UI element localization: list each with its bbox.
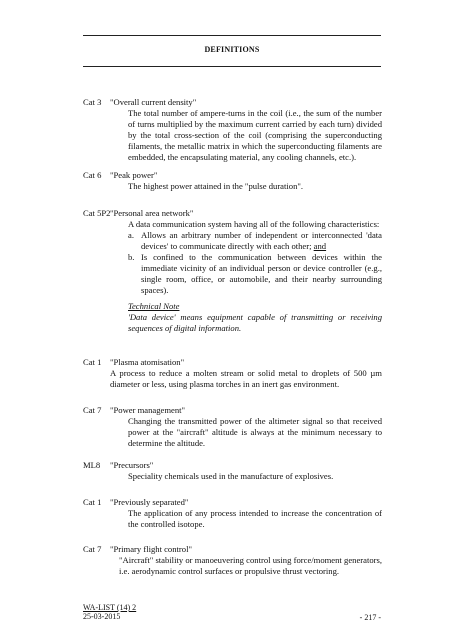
definition-text: The total number of ampere-turns in the coil (i.e., the sum of the number of turns multiplied by the maximum current carried by each turn) divided by the total cross-section of the coil (comprising the superconducting filaments, the metallic matrix in which the superconducting filaments are embedded, the encapsulating material, any cooling channels, etc.).	[128, 108, 382, 162]
definition-term: "Peak power"	[110, 170, 158, 180]
list-marker: b.	[128, 252, 135, 262]
list-item-conjunction: and	[313, 241, 327, 251]
document-date: 25-03-2015	[83, 612, 121, 621]
list-item-text: Allows an arbitrary number of independent or interconnected 'data devices' to communicate directly with each other;	[141, 230, 382, 251]
document-reference	[83, 603, 136, 621]
definition-term: "Previously separated"	[110, 497, 189, 507]
definition-term: "Primary flight control"	[110, 544, 192, 554]
technical-note-title: Technical Note	[128, 301, 180, 311]
definition-text: The highest power attained in the "pulse duration".	[128, 181, 304, 191]
list-item	[128, 230, 382, 252]
definition-term: "Overall current density"	[110, 97, 197, 107]
header-top-rule	[83, 35, 381, 36]
definition-text: The application of any process intended to increase the concentration of the controlled isotope.	[128, 508, 382, 529]
document-id: WA-LIST (14) 2	[83, 603, 137, 612]
technical-note-text: 'Data device' means equipment capable of transmitting or receiving sequences of digital information.	[128, 312, 382, 333]
page-title: DEFINITIONS	[204, 45, 260, 54]
definition-term: "Power management"	[110, 405, 186, 415]
definition-text: A data communication system having all of the following characteristics:	[128, 219, 380, 229]
characteristics-list	[110, 230, 382, 296]
definition-text: Speciality chemicals used in the manufacture of explosives.	[128, 471, 334, 481]
definition-term: "Personal area network"	[110, 208, 194, 218]
category-label: Cat 7	[83, 544, 102, 554]
category-label: ML8	[83, 460, 101, 470]
definition-text: Changing the transmitted power of the altimeter signal so that received power at the "aircraft" altitude is always at the minimum necessary to determine the altitude.	[128, 416, 382, 448]
category-label: Cat 6	[83, 170, 102, 180]
page-number: - 217 -	[359, 613, 381, 622]
header-bottom-rule	[83, 66, 381, 67]
category-label: Cat 1	[83, 357, 102, 367]
definition-term: "Precursors"	[110, 460, 154, 470]
category-label: Cat 5P2	[83, 208, 111, 218]
list-marker: a.	[128, 230, 134, 240]
list-item-text: Is confined to the communication between devices within the immediate vicinity of an individual person or device controller (e.g., single room, office, or automobile, and their nearby surrounding spaces).	[141, 252, 382, 295]
list-item	[128, 252, 382, 296]
category-label: Cat 3	[83, 97, 102, 107]
definition-text: "Aircraft" stability or manoeuvering control using force/moment generators, i.e. aerodynamic control surfaces or propulsive thrust vectoring.	[119, 555, 382, 576]
definition-text: A process to reduce a molten stream or solid metal to droplets of 500 µm diameter or less, using plasma torches in an inert gas environment.	[110, 368, 382, 389]
definition-term: "Plasma atomisation"	[110, 357, 185, 367]
category-label: Cat 7	[83, 405, 102, 415]
category-label: Cat 1	[83, 497, 102, 507]
